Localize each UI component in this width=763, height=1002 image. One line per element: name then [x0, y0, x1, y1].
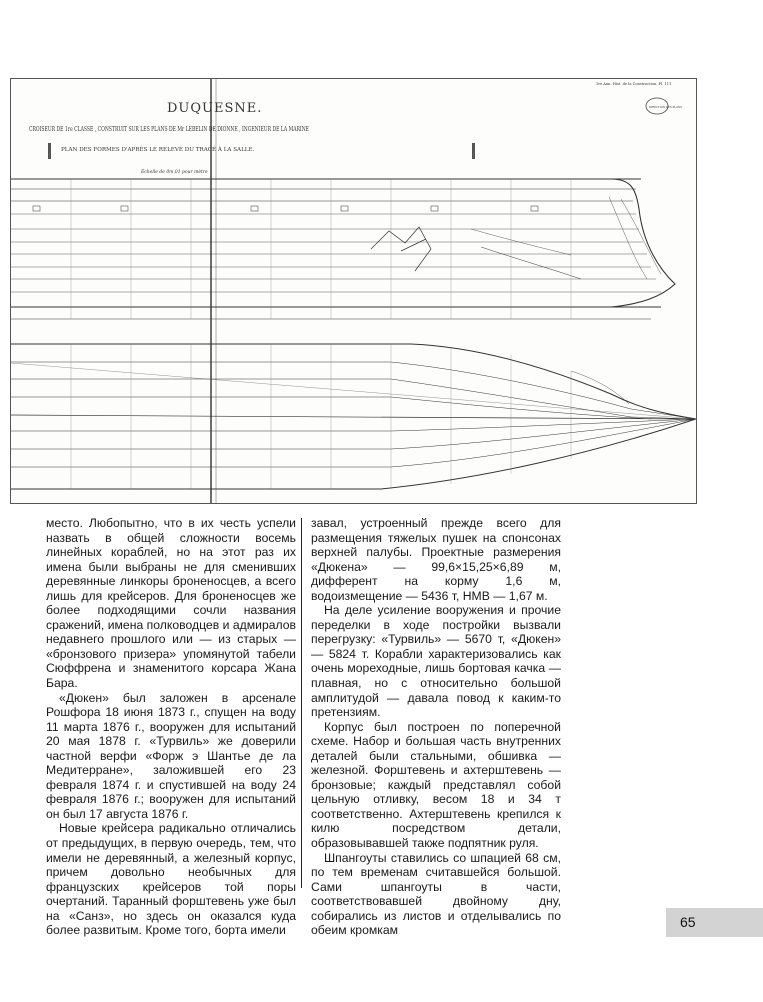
- plate-reference: 1re Ann. Hist. de la Construction. Pl. 111: [596, 82, 672, 86]
- paragraph: место. Любопытно, что в их честь успели назвать в общей сложности восемь линейных кораблей, но на этот раз их имена были выбраны не для сменивших деревянные линкоры броненосцев, а всего лишь для крейсеров. Для броненосцев же более подходящими сочли названия сражений, имена полководцев и адмиралов недавнего прошлого или — из старых — «бронзового призера» упомянутой табели Сюффрена и знаменитого корсара Жана Бара.: [46, 516, 296, 691]
- drawing-caption: PLAN DES FORMES D'APRÈS LE RELEVÉ DU TRACÉ À LA SALLE.: [61, 147, 255, 153]
- page-number: 65: [666, 908, 763, 937]
- text-column-right: [311, 516, 561, 938]
- archive-stamp: [646, 98, 682, 114]
- paragraph: Корпус был построен по поперечной схеме. Набор и большая часть внутренних деталей были стальными, обшивка — железной. Форштевень и ахтерштевень — бронзовые; каждый представлял собой цельную отливку, весом 18 и 34 т соответственно. Ахтерштевень крепился к килю посредством детали, образовывавшей также подпятник руля.: [311, 719, 561, 851]
- ship-name: DUQUESNE.: [167, 101, 263, 116]
- scale-note: Échelle de 0m,01 pour mètre: [141, 170, 208, 175]
- text-column-left: [46, 516, 296, 938]
- paragraph: Новые крейсера радикально отличались от предыдущих, в первую очередь, тем, что имели не деревянный, а железный корпус, причем довольно необычных для французских крейсеров той поры очертаний. Таранный форштевень уже был на «Санз», но здесь он оказался куда более развитым. Кроме того, борта имели: [46, 821, 296, 938]
- paragraph: Шпангоуты ставились со шпацией 68 см, по тем временам считавшейся большой. Сами шпангоуты в части, соответствовавшей двойному дну, собирались из листов и отделывались по обеим кромкам: [311, 850, 561, 938]
- stamp-text: DIRECTION DES PLANS: [649, 106, 682, 109]
- paragraph: «Дюкен» был заложен в арсенале Рошфора 18 июня 1873 г., спущен на воду 11 марта 1876 г., вооружен для испытаний 20 мая 1878 г. «Турвиль» же доверили частной верфи «Форж э Шантье де ла Медитерране», заложившей его 23 февраля 1874 г. и спустившей на воду 24 февраля 1876 г.; вооружен для испытаний он был 17 августа 1876 г.: [46, 690, 296, 821]
- paragraph: На деле усиление вооружения и прочие переделки в ходе постройки вызвали перегрузку: «Турвиль» — 5670 т, «Дюкен» — 5824 т. Корабли характеризовались как очень мореходные, лишь бортовая качка — плавная, но с относительно большой амплитудой — давала повод к каким-то претензиям.: [311, 603, 561, 720]
- paragraph: завал, устроенный прежде всего для размещения тяжелых пушек на спонсонах верхней палубы. Проектные размерения «Дюкена» — 99,6×15,25×6,89 м, дифферент на корму 1,6 м, водоизмещение — 5436 т, НМВ — 1,67 м.: [311, 516, 561, 603]
- sheer-plan: [11, 179, 675, 319]
- ship-subtitle: CROISEUR DE 1re CLASSE , CONSTRUIT SUR LES PLANS DE Mr LEBELIN DE DIONNE , INGENIEUR DE LA MARINE: [29, 126, 310, 133]
- half-breadth-plan: [11, 344, 696, 489]
- ship-lines-drawing: [10, 78, 697, 504]
- column-divider: [301, 518, 302, 888]
